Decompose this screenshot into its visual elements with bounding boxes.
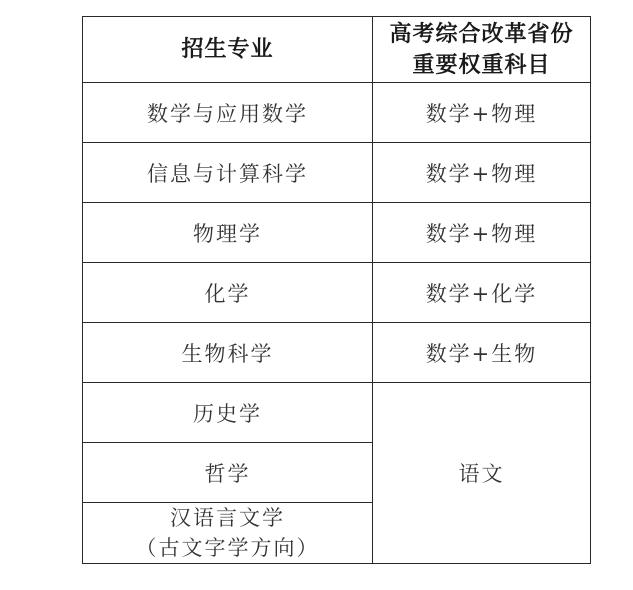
table-row (83, 143, 591, 203)
major-note: （古文字学方向） (135, 536, 320, 560)
header-subjects-line2: 重要权重科目 (412, 51, 551, 78)
major-cell: 数学与应用数学 (83, 83, 373, 143)
major-name: 汉语言文学 (170, 506, 285, 530)
header-major (83, 17, 373, 83)
header-subjects-line1: 高考综合改革省份 (389, 20, 574, 47)
table-row (83, 383, 591, 443)
header-major-label: 招生专业 (181, 36, 274, 62)
major-cell: 物理学 (83, 203, 373, 263)
subject-cell: 数学+物理 (373, 83, 591, 143)
major-cell: 生物科学 (83, 323, 373, 383)
subject-cell: 数学+化学 (373, 263, 591, 323)
major-cell: 化学 (83, 263, 373, 323)
major-cell: 历史学 (83, 383, 373, 443)
subject-cell: 数学+物理 (373, 143, 591, 203)
major-cell: 信息与计算科学 (83, 143, 373, 203)
subject-cell-merged: 语文 (373, 383, 591, 564)
majors-subjects-table (82, 16, 591, 564)
table-row (83, 263, 591, 323)
header-subjects (373, 17, 591, 83)
table-row (83, 323, 591, 383)
major-cell: 哲学 (83, 443, 373, 503)
table-header-row (83, 17, 591, 83)
subject-cell: 数学+生物 (373, 323, 591, 383)
table-row (83, 203, 591, 263)
major-cell (83, 503, 373, 564)
subject-cell: 数学+物理 (373, 203, 591, 263)
table-row (83, 83, 591, 143)
